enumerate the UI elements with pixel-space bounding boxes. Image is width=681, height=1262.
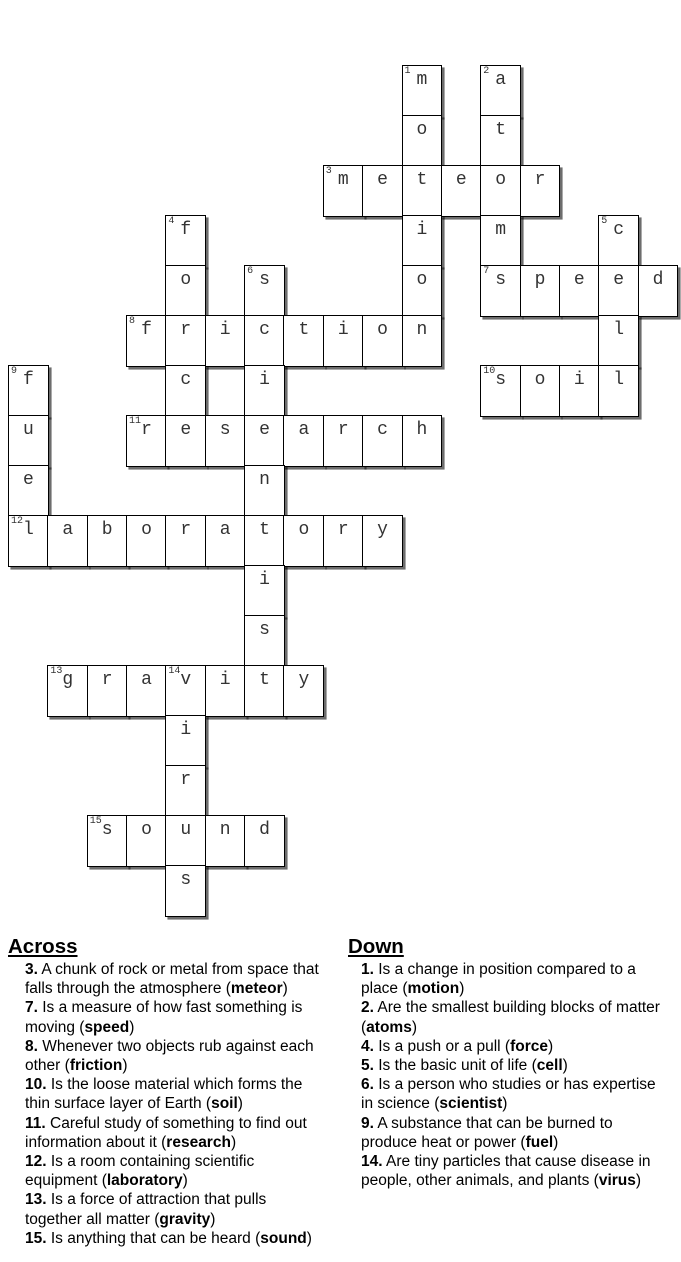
cell-letter: r bbox=[180, 520, 192, 540]
cell-number: 1 bbox=[404, 66, 411, 77]
grid-cell-r7c10[interactable] bbox=[402, 415, 443, 467]
cell-letter: y bbox=[377, 520, 388, 540]
grid-cell-r5c15[interactable] bbox=[598, 315, 639, 367]
cell-letter: r bbox=[180, 770, 192, 790]
grid-cell-r7c9[interactable] bbox=[362, 415, 403, 467]
grid-cell-r8c6[interactable] bbox=[244, 465, 285, 517]
cell-letter: e bbox=[23, 470, 34, 490]
grid-cell-r12c1[interactable] bbox=[47, 665, 88, 717]
clue-number: 8. bbox=[25, 1037, 38, 1055]
cell-letter: n bbox=[219, 820, 231, 840]
clue-number: 12. bbox=[25, 1153, 47, 1171]
cell-letter: s bbox=[101, 820, 113, 840]
clue-answer: gravity bbox=[159, 1210, 211, 1228]
grid-cell-r4c13[interactable] bbox=[520, 265, 561, 317]
clue-text: Whenever two objects rub against each other bbox=[25, 1037, 314, 1075]
clue-down-1: 1. Is a change in position compared to a place (motion) bbox=[361, 961, 636, 998]
grid-cell-r6c13[interactable] bbox=[520, 365, 561, 417]
clue-number: 6. bbox=[361, 1076, 374, 1094]
grid-cell-r12c4[interactable] bbox=[165, 665, 206, 717]
clue-number: 13. bbox=[25, 1191, 47, 1209]
grid-cell-r7c8[interactable] bbox=[323, 415, 364, 467]
clue-across-8: 8. Whenever two objects rub against each other (friction) bbox=[25, 1037, 314, 1075]
cell-letter: t bbox=[298, 320, 310, 340]
cell-letter: o bbox=[495, 170, 507, 190]
cell-letter: a bbox=[219, 520, 231, 540]
clue-answer: sound bbox=[260, 1229, 307, 1247]
grid-cell-r9c4[interactable] bbox=[165, 515, 206, 567]
grid-cell-r7c5[interactable] bbox=[205, 415, 246, 467]
cell-number: 15 bbox=[89, 816, 102, 827]
clue-across-7: 7. Is a measure of how fast something is moving (speed) bbox=[25, 999, 303, 1036]
grid-cell-r4c14[interactable] bbox=[559, 265, 600, 317]
grid-cell-r9c6[interactable] bbox=[244, 515, 285, 567]
grid-cell-r6c14[interactable] bbox=[559, 365, 600, 417]
cell-letter: s bbox=[259, 270, 270, 290]
grid-cell-r5c8[interactable] bbox=[323, 315, 364, 367]
grid-cell-r15c4[interactable] bbox=[165, 815, 206, 867]
grid-cell-r1c10[interactable] bbox=[402, 115, 443, 167]
cell-letter: d bbox=[259, 820, 270, 840]
cell-number: 10 bbox=[483, 366, 496, 377]
clue-across-13: 13. Is a force of attraction that pulls together all matter (gravity) bbox=[25, 1191, 267, 1228]
cell-letter: l bbox=[613, 320, 625, 340]
cell-number: 14 bbox=[168, 666, 181, 677]
grid-cell-r16c4[interactable] bbox=[165, 865, 206, 917]
grid-cell-r15c6[interactable] bbox=[244, 815, 285, 867]
clue-answer: research bbox=[166, 1133, 231, 1151]
clue-down-14: 14. Are tiny particles that cause disease in people, other animals, and plants (virus) bbox=[361, 1153, 651, 1190]
cell-number: 9 bbox=[11, 366, 18, 377]
cell-letter: e bbox=[613, 270, 625, 290]
clue-text: Careful study of something to find out information about it bbox=[25, 1114, 307, 1151]
clue-text: A chunk of rock or metal from space that falls through the atmosphere bbox=[25, 961, 319, 998]
clue-text: Is the loose material which forms the thin surface layer of Earth bbox=[25, 1076, 303, 1113]
clue-across-11: 11. Careful study of something to find out information about it (research) bbox=[25, 1114, 307, 1151]
grid-cell-r7c7[interactable] bbox=[283, 415, 324, 467]
clue-number: 14. bbox=[361, 1153, 383, 1171]
cell-letter: e bbox=[259, 420, 270, 440]
clue-number: 11. bbox=[25, 1114, 46, 1132]
clue-number: 4. bbox=[361, 1037, 374, 1055]
cell-letter: u bbox=[23, 420, 34, 440]
grid-cell-r6c4[interactable] bbox=[165, 365, 206, 417]
cell-number: 4 bbox=[168, 216, 175, 227]
clue-answer: cell bbox=[536, 1057, 563, 1075]
across-clues-column bbox=[8, 934, 325, 1248]
cell-letter: a bbox=[62, 520, 74, 540]
grid-cell-r6c0[interactable] bbox=[8, 365, 49, 417]
cell-number: 6 bbox=[247, 266, 254, 277]
grid-cell-r6c6[interactable] bbox=[244, 365, 285, 417]
clue-number: 1. bbox=[361, 961, 374, 978]
clue-answer: motion bbox=[407, 980, 460, 998]
grid-cell-r5c4[interactable] bbox=[165, 315, 206, 367]
cell-letter: m bbox=[416, 70, 428, 90]
grid-cell-r4c15[interactable] bbox=[598, 265, 639, 317]
clue-across-10: 10. Is the loose material which forms the thin surface layer of Earth (soil) bbox=[25, 1076, 303, 1113]
grid-cell-r2c13[interactable] bbox=[520, 165, 561, 217]
clue-text: Is anything that can be heard bbox=[50, 1229, 251, 1247]
grid-cell-r5c6[interactable] bbox=[244, 315, 285, 367]
grid-cell-r7c3[interactable] bbox=[126, 415, 167, 467]
cell-number: 11 bbox=[129, 416, 142, 427]
down-clues-column bbox=[348, 934, 665, 1190]
grid-cell-r9c2[interactable] bbox=[87, 515, 128, 567]
grid-cell-r5c7[interactable] bbox=[283, 315, 324, 367]
clue-down-9: 9. A substance that can be burned to produce heat or power (fuel) bbox=[361, 1114, 613, 1151]
cell-letter: r bbox=[337, 520, 349, 540]
cell-letter: c bbox=[180, 370, 192, 390]
clue-across-3: 3. A chunk of rock or metal from space that falls through the atmosphere (meteor) bbox=[25, 961, 319, 998]
cell-letter: r bbox=[337, 420, 349, 440]
grid-cell-r12c3[interactable] bbox=[126, 665, 167, 717]
grid-cell-r3c4[interactable] bbox=[165, 215, 206, 267]
grid-cell-r15c3[interactable] bbox=[126, 815, 167, 867]
clue-answer: scientist bbox=[439, 1095, 503, 1113]
cell-letter: r bbox=[101, 670, 113, 690]
cell-letter: o bbox=[534, 370, 546, 390]
clue-answer: soil bbox=[211, 1095, 238, 1113]
grid-cell-r2c11[interactable] bbox=[441, 165, 482, 217]
cell-letter: e bbox=[180, 420, 192, 440]
cell-letter: i bbox=[219, 670, 231, 690]
cell-letter: r bbox=[180, 320, 192, 340]
clue-number: 2. bbox=[361, 999, 374, 1017]
clue-number: 15. bbox=[25, 1229, 47, 1247]
cell-letter: p bbox=[534, 270, 546, 290]
cell-letter: s bbox=[259, 620, 270, 640]
grid-cell-r12c5[interactable] bbox=[205, 665, 246, 717]
grid-cell-r7c6[interactable] bbox=[244, 415, 285, 467]
grid-cell-r12c2[interactable] bbox=[87, 665, 128, 717]
cell-letter: o bbox=[416, 120, 428, 140]
clue-text: A substance that can be burned to produce heat or power bbox=[361, 1114, 613, 1151]
clue-answer: friction bbox=[69, 1057, 123, 1075]
clue-text: Are the smallest building blocks of matter bbox=[377, 999, 660, 1017]
grid-cell-r6c12[interactable] bbox=[480, 365, 521, 417]
clue-text: Is a change in position compared to a place bbox=[361, 961, 636, 998]
across-heading: Across bbox=[8, 935, 78, 958]
cell-letter: o bbox=[416, 270, 428, 290]
grid-cell-r11c6[interactable] bbox=[244, 615, 285, 667]
grid-cell-r4c4[interactable] bbox=[165, 265, 206, 317]
grid-cell-r7c4[interactable] bbox=[165, 415, 206, 467]
down-heading: Down bbox=[348, 935, 404, 958]
cell-letter: m bbox=[495, 220, 507, 240]
cell-letter: c bbox=[259, 320, 270, 340]
grid-cell-r5c9[interactable] bbox=[362, 315, 403, 367]
cell-letter: n bbox=[416, 320, 428, 340]
grid-cell-r13c4[interactable] bbox=[165, 715, 206, 767]
grid-cell-r3c10[interactable] bbox=[402, 215, 443, 267]
cell-letter: y bbox=[298, 670, 310, 690]
clue-number: 5. bbox=[361, 1057, 374, 1075]
cell-letter: a bbox=[141, 670, 152, 690]
cell-number: 5 bbox=[601, 216, 608, 227]
grid-cell-r15c2[interactable] bbox=[87, 815, 128, 867]
clue-answer: fuel bbox=[525, 1133, 554, 1151]
grid-cell-r9c5[interactable] bbox=[205, 515, 246, 567]
clue-text: Are tiny particles that cause disease in people, other animals, and plants bbox=[361, 1153, 651, 1190]
cell-letter: v bbox=[180, 670, 192, 690]
grid-cell-r3c15[interactable] bbox=[598, 215, 639, 267]
grid-cell-r14c4[interactable] bbox=[165, 765, 206, 817]
grid-cell-r9c1[interactable] bbox=[47, 515, 88, 567]
grid-cell-r9c3[interactable] bbox=[126, 515, 167, 567]
grid-cell-r2c9[interactable] bbox=[362, 165, 403, 217]
grid-cell-r12c6[interactable] bbox=[244, 665, 285, 717]
cell-letter: g bbox=[62, 670, 74, 690]
cell-letter: e bbox=[377, 170, 388, 190]
cell-number: 7 bbox=[483, 266, 490, 277]
grid-cell-r5c3[interactable] bbox=[126, 315, 167, 367]
grid-cell-r2c8[interactable] bbox=[323, 165, 364, 217]
across-clue-list bbox=[25, 960, 325, 1248]
cell-letter: r bbox=[141, 420, 152, 440]
grid-cell-r3c12[interactable] bbox=[480, 215, 521, 267]
clue-answer: virus bbox=[598, 1172, 636, 1190]
grid-cell-r15c5[interactable] bbox=[205, 815, 246, 867]
cell-letter: n bbox=[259, 470, 270, 490]
grid-cell-r8c0[interactable] bbox=[8, 465, 49, 517]
grid-cell-r10c6[interactable] bbox=[244, 565, 285, 617]
clue-down-4: 4. Is a push or a pull (force) bbox=[361, 1037, 554, 1055]
cell-letter: f bbox=[23, 370, 34, 390]
cell-letter: e bbox=[455, 170, 467, 190]
cell-letter: m bbox=[337, 170, 349, 190]
cell-letter: l bbox=[23, 520, 34, 540]
clue-text: Is a measure of how fast something is moving bbox=[25, 999, 303, 1036]
cell-letter: h bbox=[416, 420, 428, 440]
cell-letter: i bbox=[180, 720, 192, 740]
cell-letter: o bbox=[377, 320, 388, 340]
cell-letter: b bbox=[101, 520, 113, 540]
clue-number: 9. bbox=[361, 1114, 374, 1132]
clue-number: 10. bbox=[25, 1076, 47, 1094]
grid-cell-r1c12[interactable] bbox=[480, 115, 521, 167]
down-clue-list bbox=[361, 960, 665, 1190]
clue-across-12: 12. Is a room containing scientific equipment (laboratory) bbox=[25, 1153, 255, 1190]
cell-letter: c bbox=[613, 220, 625, 240]
cell-letter: f bbox=[180, 220, 192, 240]
clue-down-2: 2. Are the smallest building blocks of matter (atoms) bbox=[361, 999, 660, 1036]
cell-letter: t bbox=[416, 170, 428, 190]
cell-letter: o bbox=[141, 520, 152, 540]
clue-answer: force bbox=[510, 1037, 548, 1055]
grid-cell-r12c7[interactable] bbox=[283, 665, 324, 717]
cell-letter: s bbox=[495, 370, 507, 390]
clue-answer: laboratory bbox=[106, 1172, 183, 1190]
cell-number: 12 bbox=[11, 516, 24, 527]
grid-cell-r4c12[interactable] bbox=[480, 265, 521, 317]
grid-cell-r0c10[interactable] bbox=[402, 65, 443, 117]
cell-letter: o bbox=[180, 270, 192, 290]
grid-cell-r9c9[interactable] bbox=[362, 515, 403, 567]
cell-letter: a bbox=[495, 70, 507, 90]
clue-text: Is a person who studies or has expertise in science bbox=[361, 1076, 656, 1113]
cell-letter: a bbox=[298, 420, 310, 440]
grid-cell-r2c10[interactable] bbox=[402, 165, 443, 217]
cell-letter: f bbox=[141, 320, 152, 340]
grid-cell-r2c12[interactable] bbox=[480, 165, 521, 217]
clue-answer: speed bbox=[84, 1018, 130, 1036]
grid-cell-r4c6[interactable] bbox=[244, 265, 285, 317]
cell-letter: s bbox=[495, 270, 507, 290]
cell-letter: i bbox=[337, 320, 349, 340]
clue-down-5: 5. Is the basic unit of life (cell) bbox=[361, 1057, 568, 1075]
cell-letter: i bbox=[573, 370, 585, 390]
clue-down-6: 6. Is a person who studies or has expertise in science (scientist) bbox=[361, 1076, 656, 1113]
cell-letter: s bbox=[219, 420, 231, 440]
clue-across-15: 15. Is anything that can be heard (sound) bbox=[25, 1229, 312, 1247]
grid-cell-r9c7[interactable] bbox=[283, 515, 324, 567]
clue-number: 7. bbox=[25, 999, 38, 1017]
grid-cell-r7c0[interactable] bbox=[8, 415, 49, 467]
cell-letter: u bbox=[180, 820, 192, 840]
grid-cell-r9c0[interactable] bbox=[8, 515, 49, 567]
clue-text: Is a push or a pull bbox=[378, 1037, 501, 1055]
grid-cell-r0c12[interactable] bbox=[480, 65, 521, 117]
clue-answer: atoms bbox=[366, 1018, 412, 1036]
cell-number: 8 bbox=[129, 316, 136, 327]
grid-cell-r5c10[interactable] bbox=[402, 315, 443, 367]
cell-letter: i bbox=[259, 370, 270, 390]
clue-number: 3. bbox=[25, 961, 38, 978]
cell-letter: i bbox=[219, 320, 231, 340]
grid-cell-r6c15[interactable] bbox=[598, 365, 639, 417]
grid-cell-r4c16[interactable] bbox=[638, 265, 679, 317]
cell-number: 2 bbox=[483, 66, 490, 77]
clue-text: Is the basic unit of life bbox=[378, 1057, 528, 1075]
cell-letter: i bbox=[259, 570, 270, 590]
cell-letter: i bbox=[416, 220, 428, 240]
cell-letter: l bbox=[613, 370, 625, 390]
clue-text: Is a room containing scientific equipment bbox=[25, 1153, 255, 1190]
cell-letter: t bbox=[259, 670, 270, 690]
cell-letter: c bbox=[377, 420, 388, 440]
cell-number: 13 bbox=[50, 666, 63, 677]
cell-letter: e bbox=[573, 270, 585, 290]
clue-answer: meteor bbox=[230, 980, 283, 998]
cell-letter: s bbox=[180, 870, 192, 890]
cell-letter: o bbox=[298, 520, 310, 540]
cell-letter: t bbox=[259, 520, 270, 540]
cell-number: 3 bbox=[325, 166, 332, 177]
cell-letter: t bbox=[495, 120, 507, 140]
grid-cell-r5c5[interactable] bbox=[205, 315, 246, 367]
grid-cell-r4c10[interactable] bbox=[402, 265, 443, 317]
clue-text: Is a force of attraction that pulls together all matter bbox=[25, 1191, 267, 1228]
grid-cell-r9c8[interactable] bbox=[323, 515, 364, 567]
cell-letter: r bbox=[534, 170, 546, 190]
cell-letter: d bbox=[652, 270, 664, 290]
cell-letter: o bbox=[141, 820, 152, 840]
